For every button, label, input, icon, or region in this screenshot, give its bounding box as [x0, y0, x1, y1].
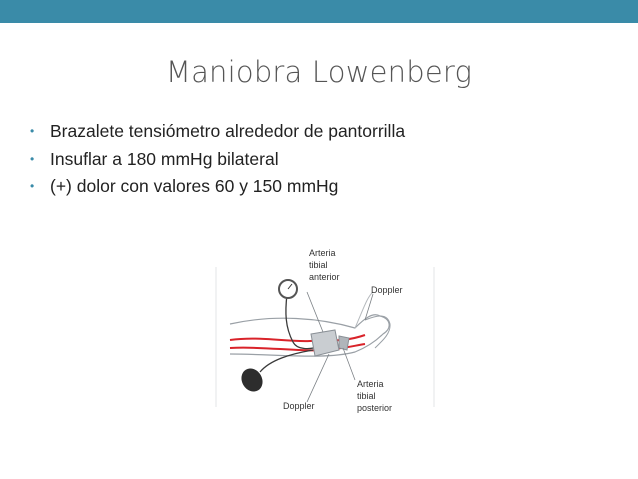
label-doppler-bottom: Doppler: [283, 401, 315, 411]
bullet-text: Insuflar a 180 mmHg bilateral: [50, 148, 279, 169]
bullet-dot-icon: •: [30, 124, 35, 138]
label-doppler-top: Doppler: [371, 285, 403, 295]
top-accent-bar: [0, 0, 638, 23]
label-arteria-tibial-posterior: Arteria tibial posterior: [357, 379, 393, 413]
lowenberg-diagram: [215, 242, 435, 432]
bullet-text: (+) dolor con valores 60 y 150 mmHg: [50, 176, 339, 196]
bullet-dot-icon: •: [30, 151, 35, 166]
bullet-text: Brazalete tensiómetro alrededor de pantorrilla: [50, 121, 406, 141]
cuff: [311, 330, 339, 356]
bullet-item: [30, 173, 405, 201]
bullet-dot-icon: •: [30, 179, 35, 193]
label-arteria-tibial-anterior: Arteria tibial anterior: [309, 248, 340, 282]
bullet-item: [30, 146, 405, 174]
slide-title: Maniobra Lowenberg: [165, 55, 473, 89]
bullet-item: [30, 118, 405, 146]
bulb-tube: [260, 350, 313, 372]
bullet-list: [30, 118, 405, 201]
